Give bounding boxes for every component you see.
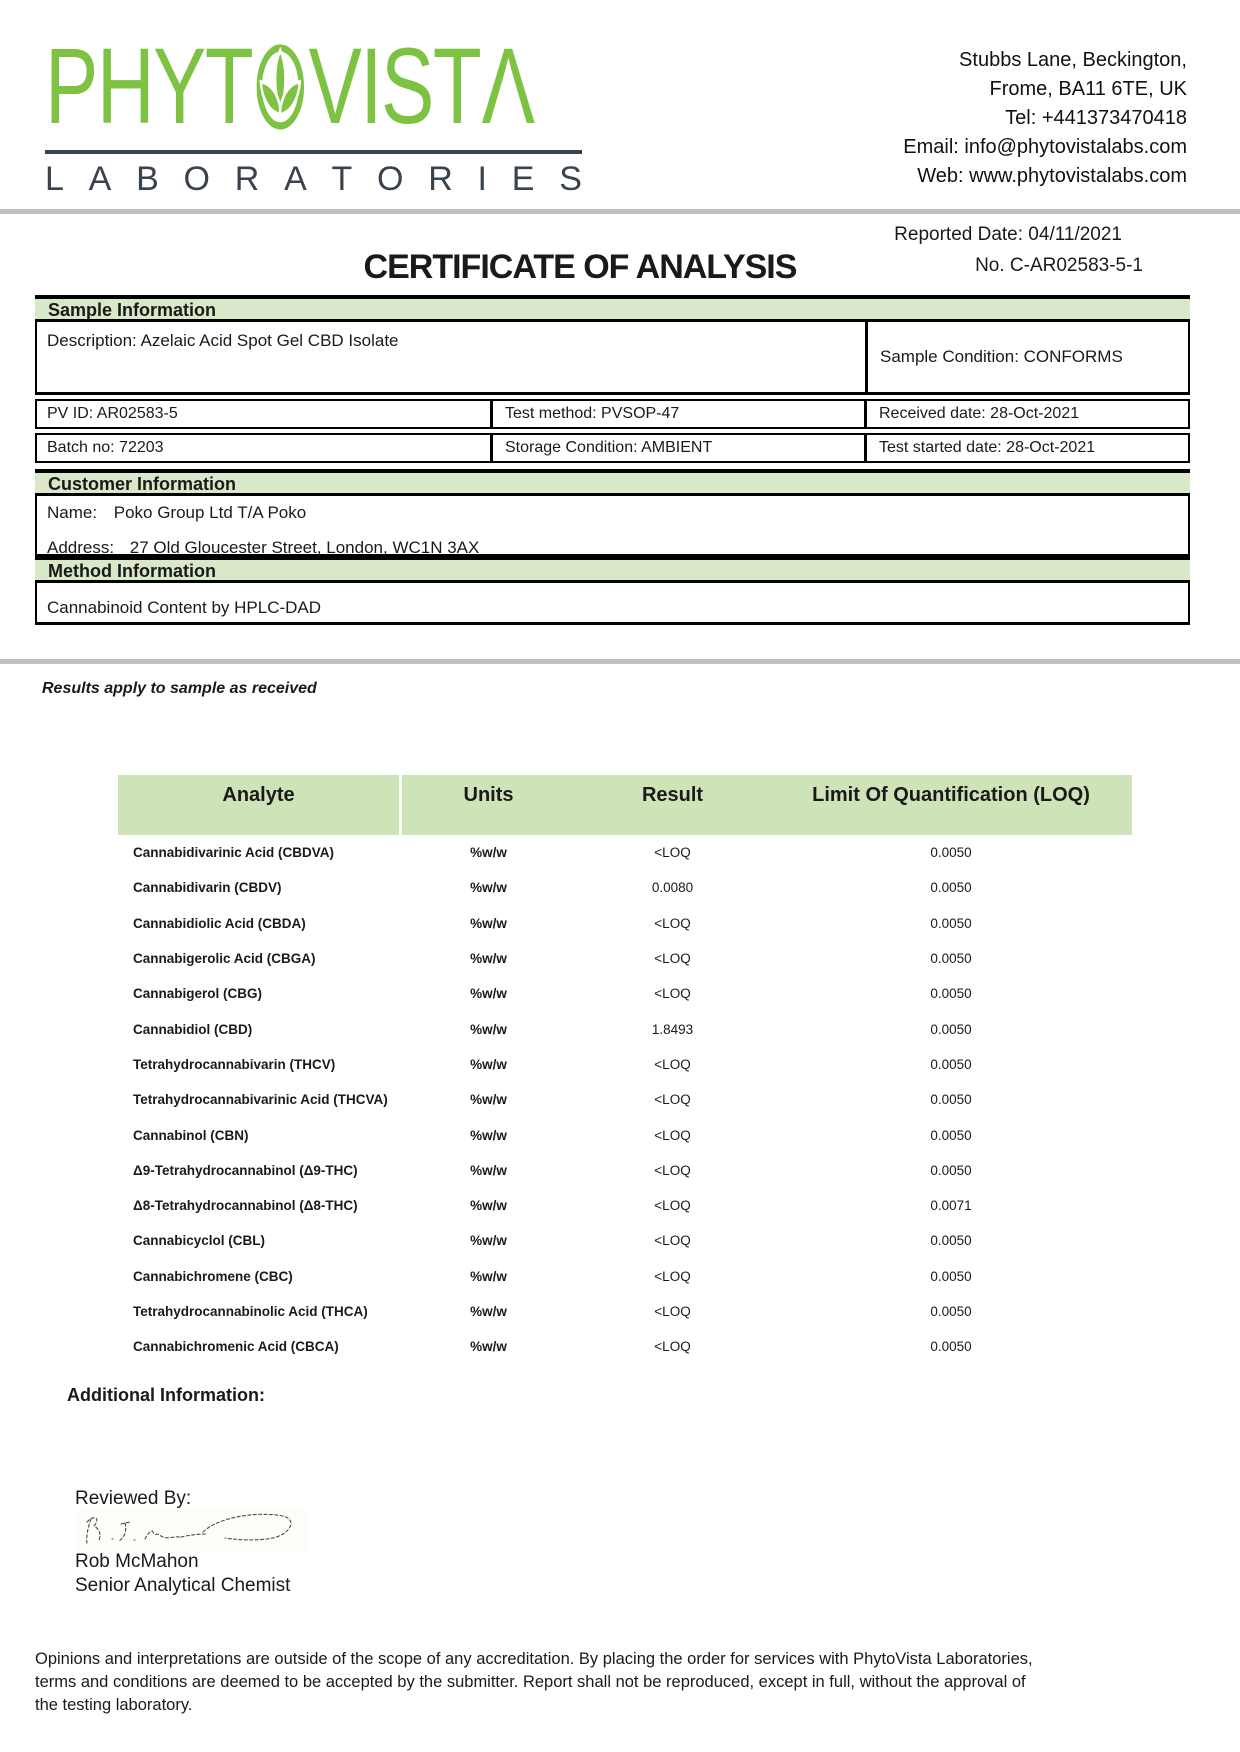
signature-scribble	[76, 1509, 308, 1553]
units-cell: %w/w	[470, 915, 507, 931]
units-cell: %w/w	[470, 1339, 507, 1355]
results-table-header	[118, 775, 1132, 835]
units-cell: %w/w	[470, 1268, 507, 1284]
logo-text-post: VIST	[308, 25, 481, 146]
units-cell: %w/w	[470, 1092, 507, 1108]
customer-box	[35, 496, 1190, 556]
analyte-cell: Cannabidivarinic Acid (CBDVA)	[133, 845, 335, 861]
leaf-icon	[256, 43, 305, 131]
customer-name-line	[47, 503, 1188, 523]
loq-cell: 0.0050	[930, 1127, 972, 1143]
result-cell: <LOQ	[654, 1127, 691, 1143]
results-note: Results apply to sample as received	[42, 680, 317, 697]
column-header-loq: Limit Of Quantification (LOQ)	[812, 784, 1090, 806]
table-row	[118, 976, 1132, 1011]
footer-line-1: Opinions and interpretations are outside of the scope of any accreditation. By placing the order for services with PhytoVista Laboratories,	[35, 1650, 1033, 1668]
analyte-cell: Cannabidiol (CBD)	[133, 1021, 253, 1037]
analyte-cell: Cannabigerol (CBG)	[133, 986, 263, 1002]
report-number: No. C-AR02583-5-1	[975, 255, 1143, 276]
result-cell: <LOQ	[654, 1304, 691, 1319]
contact-web: Web: www.phytovistalabs.com	[917, 165, 1187, 187]
table-row	[118, 870, 1132, 905]
customer-name-label: Name:	[47, 503, 98, 522]
units-cell: %w/w	[470, 880, 507, 896]
analyte-cell: Cannabichromenic Acid (CBCA)	[133, 1339, 339, 1355]
received-date: Received date: 28-Oct-2021	[864, 401, 1188, 427]
signer-name: Rob McMahon	[75, 1551, 199, 1572]
results-table	[118, 775, 1132, 1364]
loq-cell: 0.0050	[930, 1233, 972, 1249]
sample-batch-row	[35, 433, 1190, 463]
units-cell: %w/w	[470, 1021, 507, 1037]
table-row	[118, 1188, 1132, 1223]
info-panel	[35, 295, 1190, 625]
sample-information-heading: Sample Information	[35, 295, 1190, 322]
customer-address: 27 Old Gloucester Street, London, WC1N 3AX	[129, 538, 480, 557]
test-method: Test method: PVSOP-47	[490, 401, 864, 427]
result-cell: <LOQ	[654, 951, 691, 967]
column-header-units: Units	[463, 784, 514, 806]
table-row	[118, 835, 1132, 870]
analyte-cell: Tetrahydrocannabivarin (THCV)	[133, 1056, 336, 1072]
units-cell: %w/w	[470, 1056, 507, 1072]
header-divider	[0, 209, 1240, 214]
method-information-heading: Method Information	[35, 556, 1190, 583]
loq-cell: 0.0050	[930, 845, 972, 861]
contact-phone: Tel: +441373470418	[1005, 107, 1187, 129]
pv-id: PV ID: AR02583-5	[47, 405, 178, 422]
loq-cell: 0.0071	[930, 1198, 972, 1214]
reviewed-by-label: Reviewed By:	[75, 1488, 192, 1509]
footer-disclaimer	[35, 1648, 1205, 1717]
method-description: Cannabinoid Content by HPLC-DAD	[35, 583, 1190, 625]
analyte-cell: Cannabigerolic Acid (CBGA)	[133, 951, 316, 967]
loq-cell: 0.0050	[930, 915, 972, 931]
signer-title: Senior Analytical Chemist	[75, 1575, 291, 1596]
analyte-cell: Δ8-Tetrahydrocannabinol (Δ8-THC)	[133, 1198, 358, 1214]
table-row	[118, 906, 1132, 941]
loq-cell: 0.0050	[930, 1021, 972, 1037]
table-row	[118, 1011, 1132, 1046]
analyte-cell: Cannabicyclol (CBL)	[133, 1233, 266, 1249]
footer-line-2: terms and conditions are deemed to be accepted by the submitter. Report shall not be reproduced, except in full, without the approval of	[35, 1673, 1026, 1691]
units-cell: %w/w	[470, 1233, 507, 1249]
sample-id-row	[35, 399, 1190, 429]
customer-address-line	[47, 538, 1188, 558]
contact-address-line-1: Stubbs Lane, Beckington,	[959, 49, 1187, 71]
sample-description-row	[35, 322, 1190, 395]
page-title: CERTIFICATE OF ANALYSIS	[363, 248, 797, 286]
customer-name: Poko Group Ltd T/A Poko	[113, 503, 307, 522]
customer-address-label: Address:	[47, 538, 115, 557]
loq-cell: 0.0050	[930, 880, 972, 896]
result-cell: <LOQ	[654, 1056, 691, 1072]
units-cell: %w/w	[470, 986, 507, 1002]
table-row	[118, 1223, 1132, 1258]
batch-no: Batch no: 72203	[47, 439, 164, 456]
result-cell: <LOQ	[654, 845, 691, 861]
result-cell: <LOQ	[654, 1339, 691, 1355]
analyte-cell: Cannabidivarin (CBDV)	[133, 880, 282, 896]
logo-text-last: Λ	[481, 25, 534, 146]
reported-date: Reported Date: 04/11/2021	[894, 224, 1122, 245]
analyte-cell: Tetrahydrocannabinolic Acid (THCA)	[133, 1304, 368, 1319]
table-row	[118, 1117, 1132, 1152]
logo-subtitle: L A B O R A T O R I E S	[45, 160, 582, 198]
loq-cell: 0.0050	[930, 1304, 972, 1319]
sample-description: Description: Azelaic Acid Spot Gel CBD Isolate	[47, 331, 399, 350]
column-header-analyte: Analyte	[118, 775, 402, 835]
table-row	[118, 1153, 1132, 1188]
analyte-cell: Cannabichromene (CBC)	[133, 1268, 293, 1284]
loq-cell: 0.0050	[930, 951, 972, 967]
units-cell: %w/w	[470, 845, 507, 861]
sample-condition: Sample Condition: CONFORMS	[865, 322, 1188, 392]
result-cell: <LOQ	[654, 1268, 691, 1284]
analyte-cell: Cannabinol (CBN)	[133, 1127, 249, 1143]
result-cell: <LOQ	[654, 1162, 691, 1178]
loq-cell: 0.0050	[930, 1056, 972, 1072]
loq-cell: 0.0050	[930, 1339, 972, 1355]
logo-text-pre: PHYT	[45, 25, 253, 146]
units-cell: %w/w	[470, 1198, 507, 1214]
results-rows	[118, 835, 1132, 1364]
storage-condition: Storage Condition: AMBIENT	[490, 435, 864, 461]
table-row	[118, 1082, 1132, 1117]
units-cell: %w/w	[470, 951, 507, 967]
result-cell: <LOQ	[654, 986, 691, 1002]
result-cell: <LOQ	[654, 915, 691, 931]
analyte-cell: Δ9-Tetrahydrocannabinol (Δ9-THC)	[133, 1162, 358, 1178]
test-started-date: Test started date: 28-Oct-2021	[864, 435, 1188, 461]
lab-contact-block	[903, 46, 1187, 191]
units-cell: %w/w	[470, 1127, 507, 1143]
column-header-result: Result	[641, 784, 704, 806]
result-cell: 0.0080	[651, 880, 694, 896]
analyte-cell: Tetrahydrocannabivarinic Acid (THCVA)	[133, 1092, 388, 1108]
loq-cell: 0.0050	[930, 1092, 972, 1108]
section-divider	[0, 659, 1240, 664]
logo-wordmark	[45, 25, 534, 146]
contact-address-line-2: Frome, BA11 6TE, UK	[989, 78, 1187, 100]
loq-cell: 0.0050	[930, 1162, 972, 1178]
result-cell: <LOQ	[654, 1198, 691, 1214]
contact-email: Email: info@phytovistalabs.com	[903, 136, 1187, 158]
table-row	[118, 1294, 1132, 1329]
table-row	[118, 1047, 1132, 1082]
analyte-cell: Cannabidiolic Acid (CBDA)	[133, 915, 306, 931]
units-cell: %w/w	[470, 1162, 507, 1178]
loq-cell: 0.0050	[930, 1268, 972, 1284]
logo-divider	[45, 150, 582, 154]
additional-information-label: Additional Information:	[67, 1385, 265, 1405]
table-row	[118, 1259, 1132, 1294]
customer-information-heading: Customer Information	[35, 469, 1190, 496]
result-cell: <LOQ	[654, 1092, 691, 1108]
table-row	[118, 1329, 1132, 1364]
table-row	[118, 941, 1132, 976]
phytovista-logo	[45, 25, 605, 198]
footer-line-3: the testing laboratory.	[35, 1696, 193, 1714]
units-cell: %w/w	[470, 1304, 507, 1319]
result-cell: 1.8493	[651, 1021, 694, 1037]
signature-icon	[76, 1509, 308, 1553]
result-cell: <LOQ	[654, 1233, 691, 1249]
loq-cell: 0.0050	[930, 986, 972, 1002]
